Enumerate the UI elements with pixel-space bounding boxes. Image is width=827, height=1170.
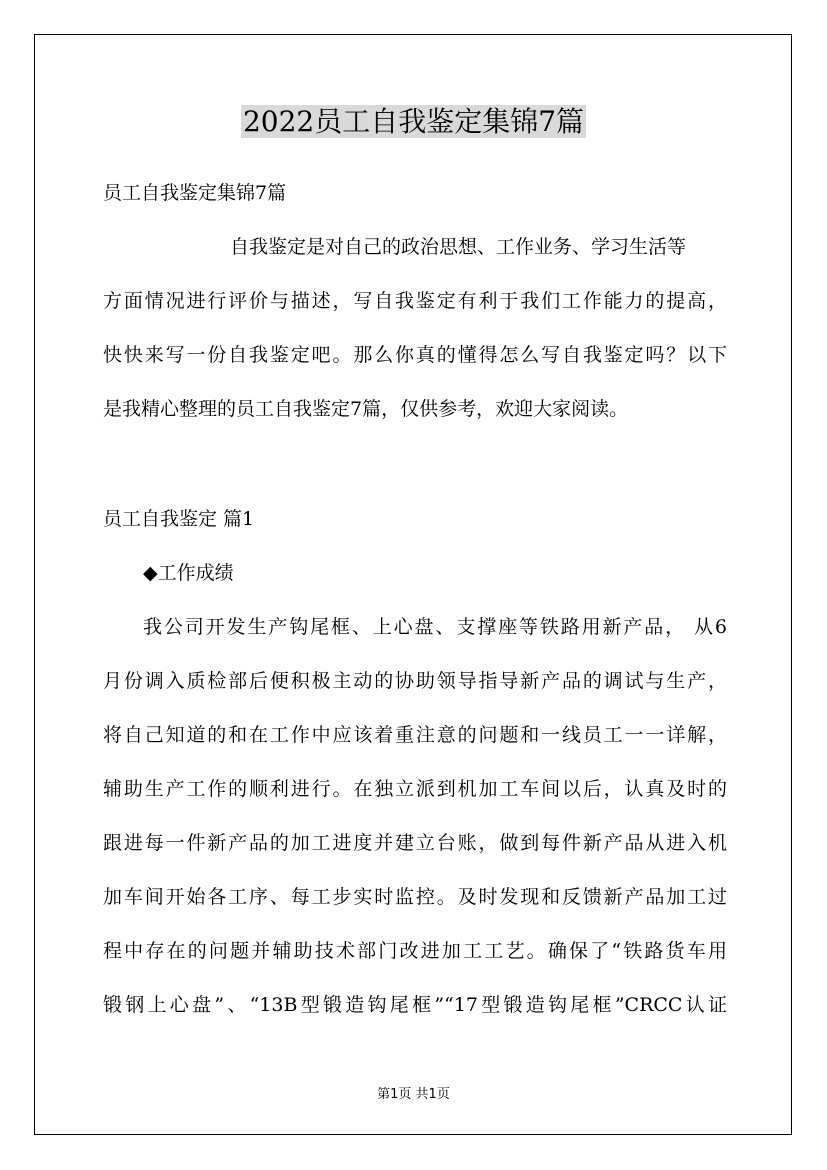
body-line-2: 月份调入质检部后便积极主动的协助领导指导新产品的调试与生产， xyxy=(103,670,727,692)
body-line-1: 我公司开发生产钩尾框、上心盘、支撑座等铁路用新产品， 从6 xyxy=(143,616,727,638)
document-title-text: 2022员工自我鉴定集锦7篇 xyxy=(242,105,585,138)
page-footer: 第1页 共1页 xyxy=(377,1087,450,1102)
intro-line-1: 自我鉴定是对自己的政治思想、工作业务、学习生活等 xyxy=(230,236,687,258)
body-line-8: 锻钢上心盘”、“13B型锻造钩尾框”“17型锻造钩尾框”CRCC认证 xyxy=(103,994,727,1016)
document-subtitle: 员工自我鉴定集锦7篇 xyxy=(103,182,287,204)
document-title xyxy=(0,100,827,144)
subheading-work-results: ◆工作成绩 xyxy=(143,562,234,584)
section-heading: 员工自我鉴定 篇1 xyxy=(103,508,255,530)
body-line-3: 将自己知道的和在工作中应该着重注意的问题和一线员工一一详解， xyxy=(103,724,727,746)
intro-line-4: 是我精心整理的员工自我鉴定7篇，仅供参考，欢迎大家阅读。 xyxy=(103,398,629,420)
body-line-7: 程中存在的问题并辅助技术部门改进加工工艺。确保了“铁路货车用 xyxy=(103,940,727,962)
body-line-5: 跟进每一件新产品的加工进度并建立台账，做到每件新产品从进入机 xyxy=(103,832,727,854)
intro-line-2: 方面情况进行评价与描述，写自我鉴定有利于我们工作能力的提高， xyxy=(103,290,727,312)
intro-line-3: 快快来写一份自我鉴定吧。那么你真的懂得怎么写自我鉴定吗？以下 xyxy=(103,344,727,366)
body-line-6: 加车间开始各工序、每工步实时监控。及时发现和反馈新产品加工过 xyxy=(103,886,727,908)
body-line-4: 辅助生产工作的顺利进行。在独立派到机加工车间以后，认真及时的 xyxy=(103,778,727,800)
